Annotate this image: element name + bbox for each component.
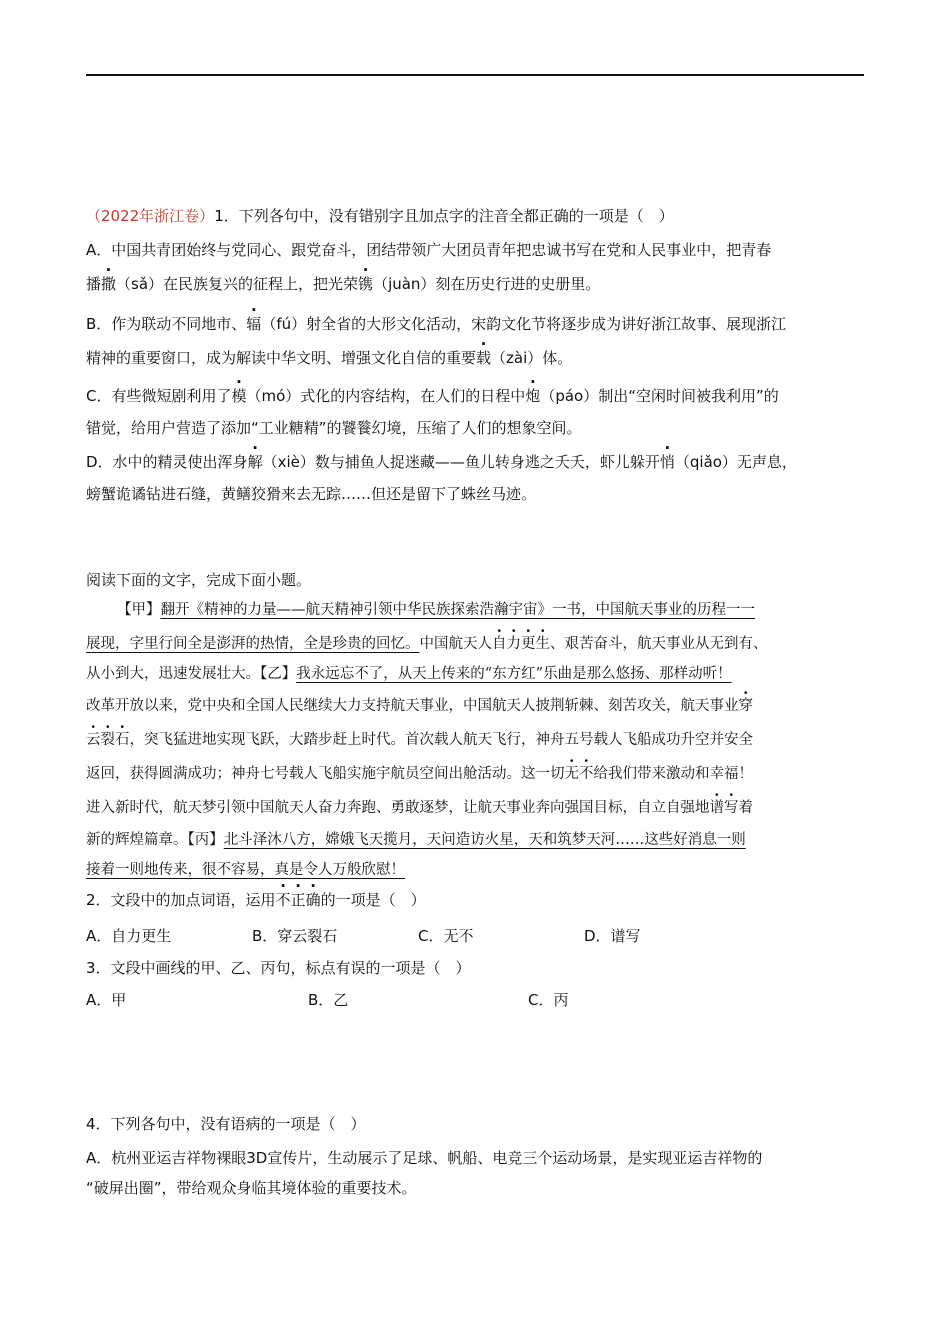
dotted-char: 撒 (101, 275, 117, 293)
underlined-sentence-bing: 北斗泽沐八方，嫦娥飞天揽月，天问造访火星，天和筑梦天河……这些好消息一则 (223, 832, 746, 848)
q1-option-d-line2: 螃蟹诡谲钻进石缝，黄鳝狡猾来去无踪……但还是留下了蛛丝马迹。 (86, 485, 537, 503)
dotted-char: 镌 (358, 275, 374, 293)
q1-option-d-line1: D．水中的精灵使出浑身解（xiè）数与捕鱼人捉迷藏——鱼儿转身逃之夭夭，虾儿躲开悄（qiǎo）无声息， (86, 453, 797, 471)
reading-intro: 阅读下面的文字，完成下面小题。 (86, 571, 312, 589)
dotted-char: 炮 (525, 387, 541, 405)
q3-option-c: C．丙 (528, 991, 569, 1009)
passage-line-8: 新的辉煌篇章。【丙】北斗泽沐八方，嫦娥飞天揽月，天问造访火星，天和筑梦天河……这些好消息一则 (86, 832, 746, 848)
q1-option-a-line2: 播撒（sǎ）在民族复兴的征程上，把光荣镌（juàn）刻在历史行进的史册里。 (86, 275, 601, 293)
q2-option-d: D．谱写 (584, 927, 641, 945)
underlined-sentence-yi: 我永远忘不了，从天上传来的“东方红”乐曲是那么悠扬、那样动听！ (296, 666, 732, 682)
passage-line-1 (117, 600, 755, 620)
q2-option-a: A．自力更生 (86, 927, 172, 945)
dotted-char: 解 (247, 453, 263, 471)
q1-option-b-line1: B．作为联动不同地市、辐（fú）射全省的大形文化活动，宋韵文化节将逐步成为讲好浙江故事、展现浙江 (86, 315, 787, 333)
dotted-char: 模 (231, 387, 247, 405)
passage-line-3: 从小到大，迅速发展壮大。【乙】我永远忘不了，从天上传来的“东方红”乐曲是那么悠扬、那样动听！ (86, 666, 732, 682)
underlined-sentence-jia: 翻开《精神的力量——航天精神引领中华民族探索浩瀚宇宙》一书，中国航天事业的历程一一 (160, 602, 755, 618)
passage-line-2: 展现，字里行间全是澎湃的热情，全是珍贵的回忆。中国航天人自力更生、艰苦奋斗，航天事业从无到有、 (86, 636, 768, 652)
q1-option-a-line1: A．中国共青团始终与党同心、跟党奋斗，团结带领广大团员青年把忠诚书写在党和人民事业中，把青春 (86, 241, 772, 259)
question-1-stem: （2022年浙江卷）1．下列各句中，没有错别字且加点字的注音全都正确的一项是（ ） (86, 207, 674, 225)
q1-option-c-line2: 错觉，给用户营造了添加“工业糖精”的饕餮幻境，压缩了人们的想象空间。 (86, 419, 582, 437)
passage-line-9: 接着一则地传来，很不容易，真是令人万般欣慰！ (86, 862, 405, 878)
question-4-stem: 4．下列各句中，没有语病的一项是（ ） (86, 1115, 366, 1133)
q3-option-b: B．乙 (308, 991, 349, 1009)
q4-option-a-line1: A．杭州亚运吉祥物裸眼3D宣传片，生动展示了足球、帆船、电竞三个运动场景，是实现亚运吉祥物的 (86, 1149, 763, 1167)
passage-line-7: 进入新时代，航天梦引领中国航天人奋力奔跑、勇敢逐梦，让航天事业奔向强国目标，自立自强地谱写着 (86, 800, 753, 816)
passage-line-5: 云裂石，突飞猛进地实现飞跃，大踏步赶上时代。首次载人航天飞行，神舟五号载人飞船成功升空并安全 (86, 732, 753, 748)
question-3-stem: 3．文段中画线的甲、乙、丙句，标点有误的一项是（ ） (86, 959, 471, 977)
passage-line-6: 返回，获得圆满成功；神舟七号载人飞船实施宇航员空间出舱活动。这一切无不给我们带来激动和幸福！ (86, 766, 753, 782)
q4-option-a-line2: “破屏出圈”，带给观众身临其境体验的重要技术。 (86, 1179, 417, 1197)
tag-jia: 【甲】 (117, 602, 161, 618)
q1-option-c-line1: C．有些微短剧利用了模（mó）式化的内容结构，在人们的日程中炮（páo）制出“空闲时间被我利用”的 (86, 387, 779, 405)
q3-option-a: A．甲 (86, 991, 127, 1009)
question-source: （2022年浙江卷） (86, 207, 215, 225)
dotted-char: 载 (476, 349, 492, 367)
tag-bing: 【丙】 (187, 832, 224, 848)
tag-yi: 【乙】 (260, 666, 297, 682)
q2-option-b: B．穿云裂石 (252, 927, 338, 945)
passage-line-4: 改革开放以来，党中央和全国人民继续大力支持航天事业，中国航天人披荆斩棘、刻苦攻关，航天事业穿 (86, 698, 753, 714)
header-rule (86, 74, 864, 76)
dotted-char: 悄 (659, 453, 675, 471)
question-2-stem: 2．文段中的加点词语，运用不正确的一项是（ ） (86, 891, 426, 909)
q1-option-b-line2: 精神的重要窗口，成为解读中华文明、增强文化自信的重要载（zài）体。 (86, 349, 573, 367)
q2-option-c: C．无不 (418, 927, 474, 945)
dotted-char: 辐 (246, 315, 262, 333)
